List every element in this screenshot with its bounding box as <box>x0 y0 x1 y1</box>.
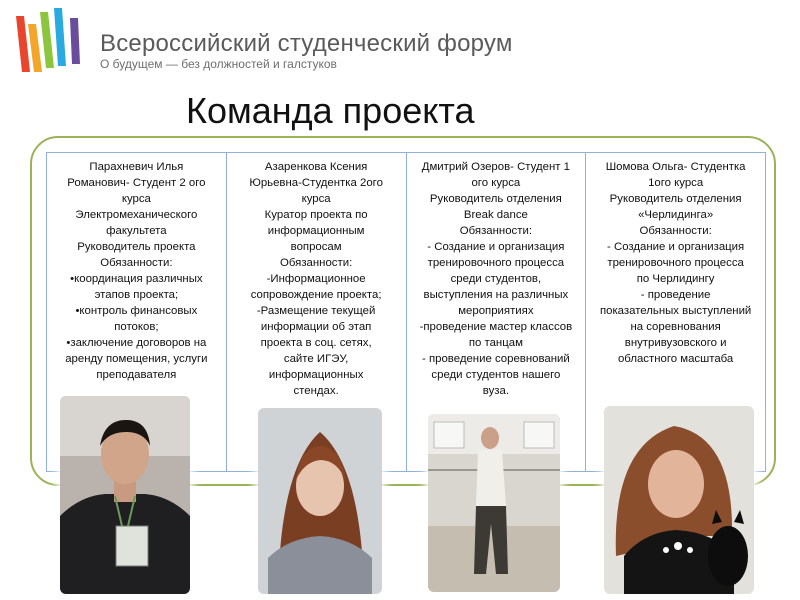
member-text-line: вуза. <box>482 385 509 397</box>
member-text-line: курса <box>301 193 331 205</box>
member-text-line: Юрьевна-Студентка 2ого <box>249 177 383 189</box>
member-text-line: •координация различных <box>70 273 203 285</box>
member-text-line: Руководитель проекта <box>77 241 196 253</box>
member-text-line: Шомова Ольга- Студентка <box>605 161 746 173</box>
member-text-line: Романович- Студент 2 ого <box>67 177 206 189</box>
member-text-line: «Черлидинга» <box>638 209 714 221</box>
member-text-line: информационным <box>267 225 365 237</box>
member-text-line: тренировочного процесса <box>607 257 744 269</box>
member-text-line: 1ого курса <box>648 177 704 189</box>
member-text-line: Азаренкова Ксения <box>264 161 368 173</box>
member-text-line: Обязанности: <box>459 225 532 237</box>
logo-stripe-orange <box>28 24 42 72</box>
logo-stripe-green <box>40 12 54 68</box>
member-text-line: мероприятиях <box>458 305 534 317</box>
member-text-line: Обязанности: <box>639 225 712 237</box>
member-text-line: областного масштаба <box>617 353 734 365</box>
member-text-line: Электромеханического <box>75 209 198 221</box>
member-text-line: внутривузовского и <box>624 337 727 349</box>
member-text-line: по Черлидингу <box>636 273 715 285</box>
member-text-line: среди студентов нашего <box>431 369 561 381</box>
member-text-line: на соревнования <box>630 321 721 333</box>
member-text-line: Руководитель отделения <box>429 193 562 205</box>
member-text-line: информации об этап <box>260 321 372 333</box>
member-text-line: - Создание и организация <box>607 241 745 253</box>
member-text-line: Руководитель отделения <box>609 193 742 205</box>
logo-stripe-blue <box>54 8 66 66</box>
member-text-line: •контроль финансовых <box>75 305 198 317</box>
member-text-line: вопросам <box>290 241 342 253</box>
logo-stripe-purple <box>70 18 80 64</box>
member-text-line: потоков; <box>114 321 159 333</box>
member-text-line: этапов проекта; <box>94 289 179 301</box>
logo-stripe-red <box>16 16 30 72</box>
member-text-line: проекта в соц. сетях, <box>260 337 372 349</box>
member-text-line: стендах. <box>293 385 339 397</box>
photo-member-1 <box>60 396 190 594</box>
member-text-line: информационных <box>268 369 364 381</box>
member-text-line: выступления на различных <box>423 289 569 301</box>
photo-member-3 <box>428 414 560 592</box>
member-text-line: - Создание и организация <box>427 241 565 253</box>
member-text-line: показательных выступлений <box>599 305 752 317</box>
member-text-line: -Размещение текущей <box>256 305 376 317</box>
member-text-line: -проведение мастер классов <box>419 321 573 333</box>
member-text-line: -Информационное <box>266 273 366 285</box>
slide-title: Команда проекта <box>186 90 475 131</box>
member-text-line: Парахневич Илья <box>89 161 184 173</box>
photo-member-4 <box>604 406 754 594</box>
member-text-line: преподавателя <box>96 369 177 381</box>
member-text-line: среди студентов, <box>450 273 542 285</box>
member-text-line: Обязанности: <box>100 257 173 269</box>
member-text-line: по танцам <box>468 337 523 349</box>
member-text-line: Break dance <box>463 209 528 221</box>
member-text-line: курса <box>121 193 151 205</box>
forum-logo <box>14 6 86 76</box>
member-text-line: сайте ИГЭУ, <box>283 353 349 365</box>
member-text-line: - проведение <box>640 289 711 301</box>
forum-subtitle: О будущем — без должностей и галстуков <box>100 57 337 71</box>
forum-title: Всероссийский студенческий форум <box>100 30 513 57</box>
member-text-line: Дмитрий Озеров- Студент 1 <box>421 161 570 173</box>
photo-member-2 <box>258 408 382 594</box>
member-text-line: •заключение договоров на <box>66 337 207 349</box>
member-text-line: - проведение соревнований <box>422 353 570 365</box>
member-text-line: сопровождение проекта; <box>250 289 382 301</box>
member-text-line: тренировочного процесса <box>427 257 565 269</box>
member-text-line: факультета <box>106 225 167 237</box>
member-text-line: Обязанности: <box>280 257 353 269</box>
member-text-line: ого курса <box>471 177 521 189</box>
member-text-line: аренду помещения, услуги <box>65 353 208 365</box>
member-text-line: Куратор проекта по <box>264 209 368 221</box>
